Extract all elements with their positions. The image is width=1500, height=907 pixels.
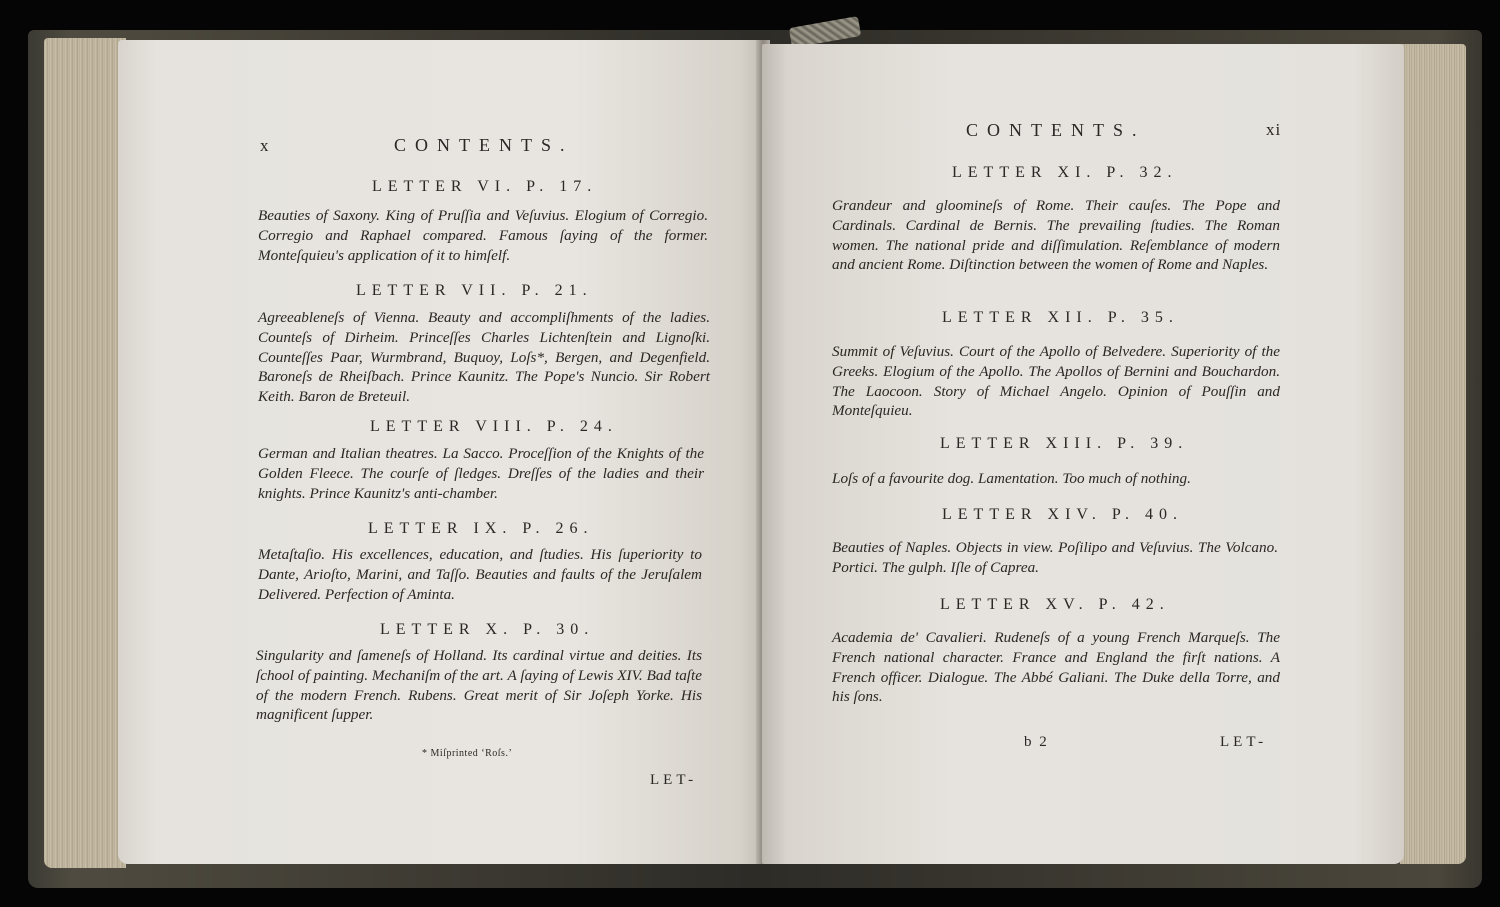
page-number: x — [260, 136, 270, 155]
signature-mark: b 2 — [1024, 734, 1049, 750]
left-page — [118, 40, 766, 864]
letter-summary: Loſs of a favourite dog. Lamentation. Too much of nothing. — [832, 470, 1191, 487]
letter-summary: Metaſtaſio. His excellences, education, and ſtudies. His ſuperiority to Dante, Arioſto, Marini, and Taſſo. Beauties and faults of the Jeruſalem Delivered. Perfection of Aminta. — [258, 546, 702, 603]
catchword: LET- — [650, 772, 698, 788]
running-head: CONTENTS. — [394, 135, 574, 155]
letter-summary: Beauties of Naples. Objects in view. Poſilipo and Veſuvius. The Volcano. Portici. The gulph. Iſle of Caprea. — [832, 539, 1278, 576]
page-number: xi — [1266, 120, 1282, 139]
letter-heading: LETTER XII. P. 35. — [942, 309, 1179, 326]
letter-heading: LETTER VIII. P. 24. — [370, 418, 618, 435]
page-edges-left — [44, 38, 126, 868]
letter-heading: LETTER XI. P. 32. — [952, 164, 1178, 181]
letter-summary: Academia de' Cavalieri. Rudeneſs of a young French Marqueſs. The French national character. France and England the firſt nations. A French officer. Dialogue. The Abbé Galiani. The Duke della Torre, and his ſons. — [832, 629, 1280, 706]
running-head: CONTENTS. — [966, 120, 1146, 140]
right-page — [762, 44, 1404, 864]
letter-heading: LETTER XIV. P. 40. — [942, 506, 1184, 523]
letter-heading: LETTER IX. P. 26. — [368, 520, 594, 537]
letter-heading: LETTER XV. P. 42. — [940, 596, 1170, 613]
letter-heading: LETTER VI. P. 17. — [372, 178, 598, 195]
catchword: LET- — [1220, 734, 1268, 750]
letter-heading: LETTER VII. P. 21. — [356, 282, 593, 299]
letter-heading: LETTER X. P. 30. — [380, 621, 595, 638]
letter-summary: Agreeableneſs of Vienna. Beauty and accompliſhments of the ladies. Counteſs of Dirheim. Princeſſes Charles Lichtenſtein and Lignoſki. Counteſſes Paar, Wurmbrand, Buquoy, Loſs*, Bergen, and Degenfield. Baroneſs de Rheiſbach. Prince Kaunitz. The Pope's Nuncio. Sir Robert Keith. Baron de Breteuil. — [258, 309, 710, 406]
page-edges-right — [1400, 44, 1466, 864]
letter-summary: Beauties of Saxony. King of Pruſſia and Veſuvius. Elogium of Corregio. Corregio and Raphael compared. Famous ſaying of the former. Monteſquieu's application of it to himſelf. — [258, 207, 708, 264]
letter-summary: German and Italian theatres. La Sacco. Proceſſion of the Knights of the Golden Fleece. The courſe of ſledges. Dreſſes of the ladies and their knights. Prince Kaunitz's anti-chamber. — [258, 445, 704, 502]
letter-summary: Singularity and ſameneſs of Holland. Its cardinal virtue and deities. Its ſchool of painting. Mechaniſm of the art. A ſaying of Lewis XIV. Bad taſte of the modern French. Rubens. Great merit of Sir Joſeph Yorke. His magnificent ſupper. — [256, 647, 702, 724]
letter-heading: LETTER XIII. P. 39. — [940, 435, 1189, 452]
footnote: * Miſprinted ‘Roſs.’ — [422, 748, 513, 759]
letter-summary: Grandeur and gloomineſs of Rome. Their cauſes. The Pope and Cardinals. Cardinal de Bernis. The prevailing ſtudies. The Roman women. The national pride and diſſimulation. Reſemblance of modern and ancient Rome. Diſtinction between the women of Rome and Naples. — [832, 197, 1280, 274]
letter-summary: Summit of Veſuvius. Court of the Apollo of Belvedere. Superiority of the Greeks. Elogium of the Apollo. The Apollos of Bernini and Bouchardon. The Laocoon. Story of Michael Angelo. Opinion of Pouſſin and Monteſquieu. — [832, 343, 1280, 420]
